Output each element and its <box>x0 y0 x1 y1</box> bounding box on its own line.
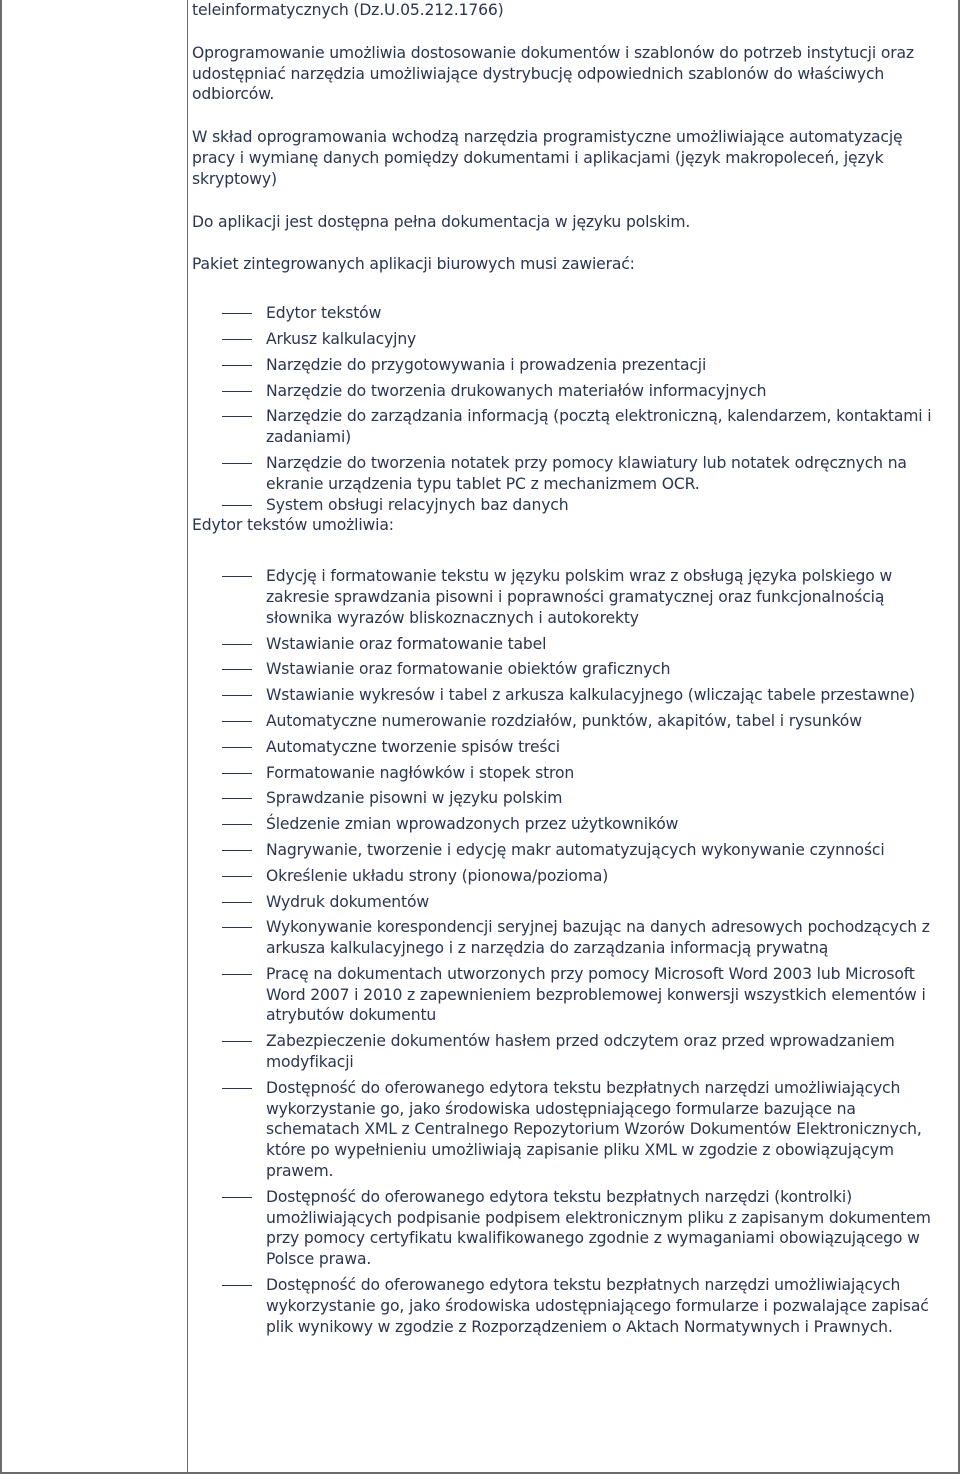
dash-bullet <box>222 365 252 366</box>
editor-features-list <box>192 566 950 1337</box>
list-item: Wstawianie oraz formatowanie tabel <box>192 634 950 655</box>
list-item: Zabezpieczenie dokumentów hasłem przed odczytem oraz przed wprowadzaniem modyfikacji <box>192 1031 950 1073</box>
dash-bullet <box>222 1197 252 1198</box>
list-item: Nagrywanie, tworzenie i edycję makr automatyzujących wykonywanie czynności <box>192 840 950 861</box>
dash-bullet <box>222 747 252 748</box>
list-item: Określenie układu strony (pionowa/pozioma) <box>192 866 950 887</box>
list-item: Dostępność do oferowanego edytora tekstu bezpłatnych narzędzi umożliwiających wykorzystanie go, jako środowiska udostępniającego formularze bazujące na schematach XML z Centralnego Repozytorium Wzorów Dokumentów Elektronicznych, które po wypełnieniu umożliwiają zapisanie pliku XML w zgodzie z obowiązującym prawem. <box>192 1078 950 1182</box>
dash-bullet <box>222 974 252 975</box>
dash-bullet <box>222 773 252 774</box>
list-item: Arkusz kalkulacyjny <box>192 329 950 350</box>
suite-list <box>192 303 950 515</box>
list-item: Dostępność do oferowanego edytora tekstu bezpłatnych narzędzi umożliwiających wykorzystanie go, jako środowiska udostępniającego formularze i pozwalające zapisać plik wynikowy w zgodzie z Rozporządzeniem o Aktach Normatywnych i Prawnych. <box>192 1275 950 1337</box>
list-item: Wydruk dokumentów <box>192 892 950 913</box>
paragraph-automation: W skład oprogramowania wchodzą narzędzia programistyczne umożliwiające automatyzację pracy i wymianę danych pomiędzy dokumentami i aplikacjami (język makropoleceń, język skryptowy) <box>192 128 903 188</box>
dash-bullet <box>222 1041 252 1042</box>
dash-bullet <box>222 463 252 464</box>
list-item: Sprawdzanie pisowni w języku polskim <box>192 788 950 809</box>
editor-heading: Edytor tekstów umożliwia: <box>192 516 394 535</box>
paragraph-documentation: Do aplikacji jest dostępna pełna dokumentacja w języku polskim. <box>192 212 691 231</box>
dash-bullet <box>222 391 252 392</box>
dash-bullet <box>222 644 252 645</box>
dash-bullet <box>222 1285 252 1286</box>
dash-bullet <box>222 721 252 722</box>
dash-bullet <box>222 824 252 825</box>
list-item: Wstawianie wykresów i tabel z arkusza kalkulacyjnego (wliczając tabele przestawne) <box>192 685 950 706</box>
dash-bullet <box>222 927 252 928</box>
dash-bullet <box>222 505 252 506</box>
dash-bullet <box>222 1088 252 1089</box>
list-item: Automatyczne tworzenie spisów treści <box>192 737 950 758</box>
dash-bullet <box>222 798 252 799</box>
list-item: Automatyczne numerowanie rozdziałów, punktów, akapitów, tabel i rysunków <box>192 711 950 732</box>
list-item: Narzędzie do przygotowywania i prowadzenia prezentacji <box>192 355 950 376</box>
column-divider <box>187 0 188 1474</box>
list-item: Pracę na dokumentach utworzonych przy pomocy Microsoft Word 2003 lub Microsoft Word 2007 i 2010 z zapewnieniem bezproblemowej konwersji wszystkich elementów i atrybutów dokumentu <box>192 964 950 1026</box>
list-item: Edytor tekstów <box>192 303 950 324</box>
dash-bullet <box>222 876 252 877</box>
dash-bullet <box>222 695 252 696</box>
list-item: Formatowanie nagłówków i stopek stron <box>192 763 950 784</box>
paragraph-suite-heading: Pakiet zintegrowanych aplikacji biurowych musi zawierać: <box>192 255 635 274</box>
list-item: System obsługi relacyjnych baz danych <box>192 495 950 516</box>
list-item: Narzędzie do tworzenia drukowanych materiałów informacyjnych <box>192 381 950 402</box>
list-item: Wykonywanie korespondencji seryjnej bazując na danych adresowych pochodzących z arkusza kalkulacyjnego i z narzędzia do zarządzania informacją prywatną <box>192 917 950 959</box>
list-item: Narzędzie do zarządzania informacją (pocztą elektroniczną, kalendarzem, kontaktami i zadaniami) <box>192 406 950 448</box>
requirements-cell <box>192 0 950 1342</box>
list-item: Dostępność do oferowanego edytora tekstu bezpłatnych narzędzi (kontrolki) umożliwiających podpisanie podpisem elektronicznym pliku z zapisanym dokumentem przy pomocy certyfikatu kwalifikowanego zgodnie z wymaganiami obowiązującego w Polsce prawa. <box>192 1187 950 1270</box>
list-item: Edycję i formatowanie tekstu w języku polskim wraz z obsługą języka polskiego w zakresie sprawdzania pisowni i poprawności gramatycznej oraz funkcjonalnością słownika wyrazów bliskoznacznych i autokorekty <box>192 566 950 628</box>
list-item: Narzędzie do tworzenia notatek przy pomocy klawiatury lub notatek odręcznych na ekranie urządzenia typu tablet PC z mechanizmem OCR. <box>192 453 950 495</box>
dash-bullet <box>222 313 252 314</box>
list-item: Wstawianie oraz formatowanie obiektów graficznych <box>192 659 950 680</box>
dash-bullet <box>222 669 252 670</box>
dash-bullet <box>222 902 252 903</box>
dash-bullet <box>222 576 252 577</box>
paragraph-templates: Oprogramowanie umożliwia dostosowanie dokumentów i szablonów do potrzeb instytucji oraz udostępniać narzędzia umożliwiające dystrybucję odpowiednich szablonów do właściwych odbiorców. <box>192 43 914 104</box>
list-item: Śledzenie zmian wprowadzonych przez użytkowników <box>192 814 950 835</box>
dash-bullet <box>222 339 252 340</box>
legal-reference-line: teleinformatycznych (Dz.U.05.212.1766) <box>192 1 504 19</box>
dash-bullet <box>222 416 252 417</box>
dash-bullet <box>222 850 252 851</box>
